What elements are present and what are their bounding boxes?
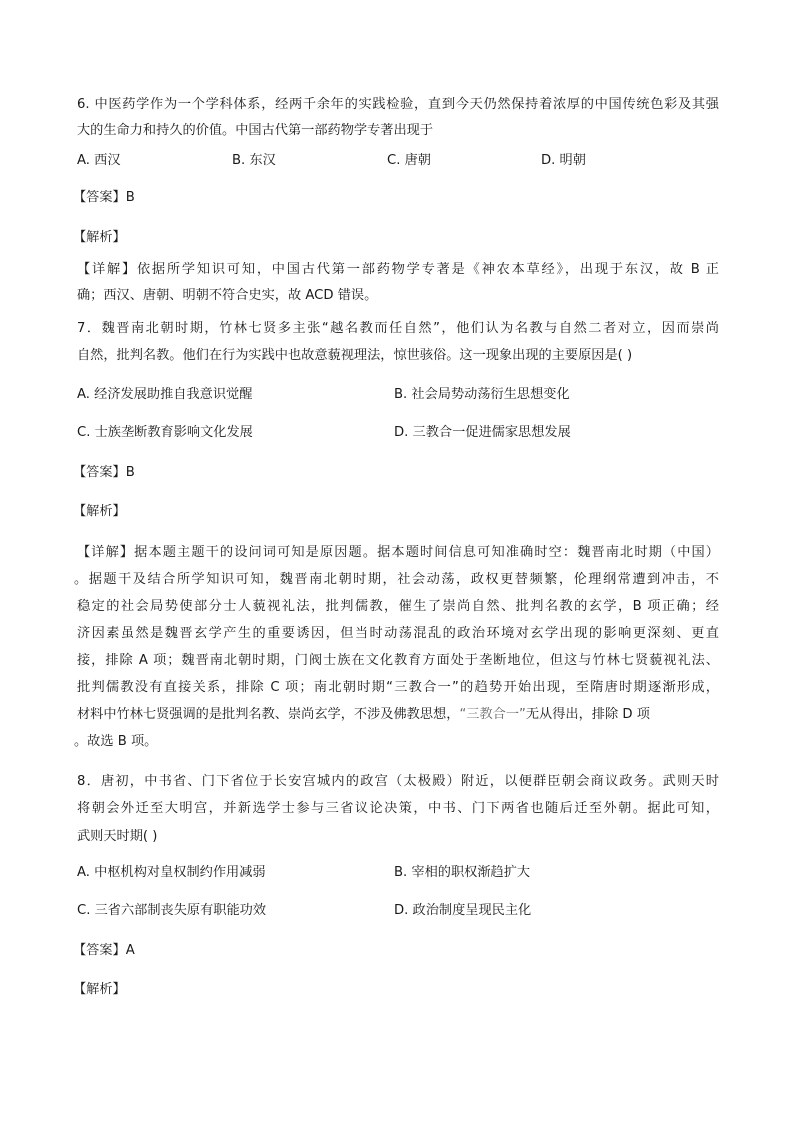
q7-option-c: C. 士族垄断教育影响文化发展: [77, 425, 253, 440]
q8-option-a: A. 中枢机构对皇权制约作用减弱: [77, 865, 266, 880]
q8-answer: 【答案】A: [73, 943, 135, 958]
q7-stem-line1: 7．魏晋南北朝时期，竹林七贤多主张“越名教而任自然”，他们认为名教与自然二者对立，因而崇尚: [77, 321, 719, 336]
q7-detail-line: 接，排除 A 项；魏晋南北朝时期，门阀士族在文化教育方面处于垄断地位，但这与竹林七贤藐视礼法、: [77, 653, 719, 668]
q7-detail-line7-quote: “三教合一”: [459, 707, 526, 722]
q7-detail-line: 稳定的社会局势使部分士人藐视礼法，批判儒教，催生了崇尚自然、批判名教的玄学，B 项正确；经: [77, 599, 719, 614]
q7-answer: 【答案】B: [73, 465, 135, 480]
q6-option-c: C. 唐朝: [387, 153, 431, 168]
q8-option-d: D. 政治制度呈现民主化: [394, 903, 532, 918]
q8-stem-line2: 将朝会外迁至大明宫，并新选学士参与三省议论决策，中书、门下两省也随后迁至外朝。据此可知，: [77, 801, 719, 816]
q6-stem-line2: 大的生命力和持久的价值。中国古代第一部药物学专著出现于: [77, 123, 434, 138]
q7-detail-line: 【详解】据本题主题干的设问词可知是原因题。据本题时间信息可知准确时空：魏晋南北时期（中国）: [77, 545, 719, 560]
q8-analysis-title: 【解析】: [73, 982, 126, 997]
q7-detail-line: 。据题干及结合所学知识可知，魏晋南北朝时期，社会动荡，政权更替频繁，伦理纲常遭到冲击，不: [74, 572, 719, 587]
q6-detail-line1: 【详解】依据所学知识可知，中国古代第一部药物学专著是《神农本草经》，出现于东汉，故 B 正: [77, 262, 719, 277]
q7-analysis-title: 【解析】: [73, 504, 126, 519]
q6-analysis-title: 【解析】: [73, 230, 126, 245]
q7-option-d: D. 三教合一促进儒家思想发展: [394, 425, 571, 440]
q6-answer: 【答案】B: [73, 190, 135, 205]
q7-detail-line: 济因素虽然是魏晋玄学产生的重要诱因，但当时动荡混乱的政治环境对玄学出现的影响更深刻、更直: [77, 626, 719, 641]
q6-detail-line2: 确；西汉、唐朝、明朝不符合史实，故 ACD 错误。: [77, 288, 378, 303]
q8-stem-line1: 8．唐初，中书省、门下省位于长安宫城内的政宫（太极殿）附近，以便群臣朝会商议政务。武则天时: [77, 774, 719, 789]
q7-detail-line7-part1: 材料中竹林七贤强调的是批判名教、崇尚玄学，不涉及佛教思想，: [77, 707, 460, 722]
q7-detail-line8: 。故选 B 项。: [74, 734, 158, 749]
q7-stem-line2: 自然，批判名教。他们在行为实践中也故意藐视理法，惊世骇俗。这一现象出现的主要原因是( ): [77, 348, 633, 363]
q7-option-a: A. 经济发展助推自我意识觉醒: [77, 387, 253, 402]
q6-stem-line1: 6. 中医药学作为一个学科体系，经两千余年的实践检验，直到今天仍然保持着浓厚的中国传统色彩及其强: [77, 97, 719, 112]
q7-detail-line: 批判儒教没有直接关系，排除 C 项；南北朝时期“三教合一”的趋势开始出现，至隋唐时期逐渐形成，: [77, 680, 719, 695]
q7-detail-line7-part3: 无从得出，排除 D 项: [525, 707, 650, 722]
q6-option-b: B. 东汉: [232, 153, 276, 168]
q6-option-d: D. 明朝: [541, 153, 586, 168]
q8-option-c: C. 三省六部制丧失原有职能功效: [77, 903, 267, 918]
q8-stem-line3: 武则天时期( ): [77, 829, 158, 844]
q8-option-b: B. 宰相的职权渐趋扩大: [394, 865, 531, 880]
q7-option-b: B. 社会局势动荡衍生思想变化: [394, 387, 570, 402]
q6-option-a: A. 西汉: [77, 153, 121, 168]
q7-detail-line7: [77, 705, 650, 725]
